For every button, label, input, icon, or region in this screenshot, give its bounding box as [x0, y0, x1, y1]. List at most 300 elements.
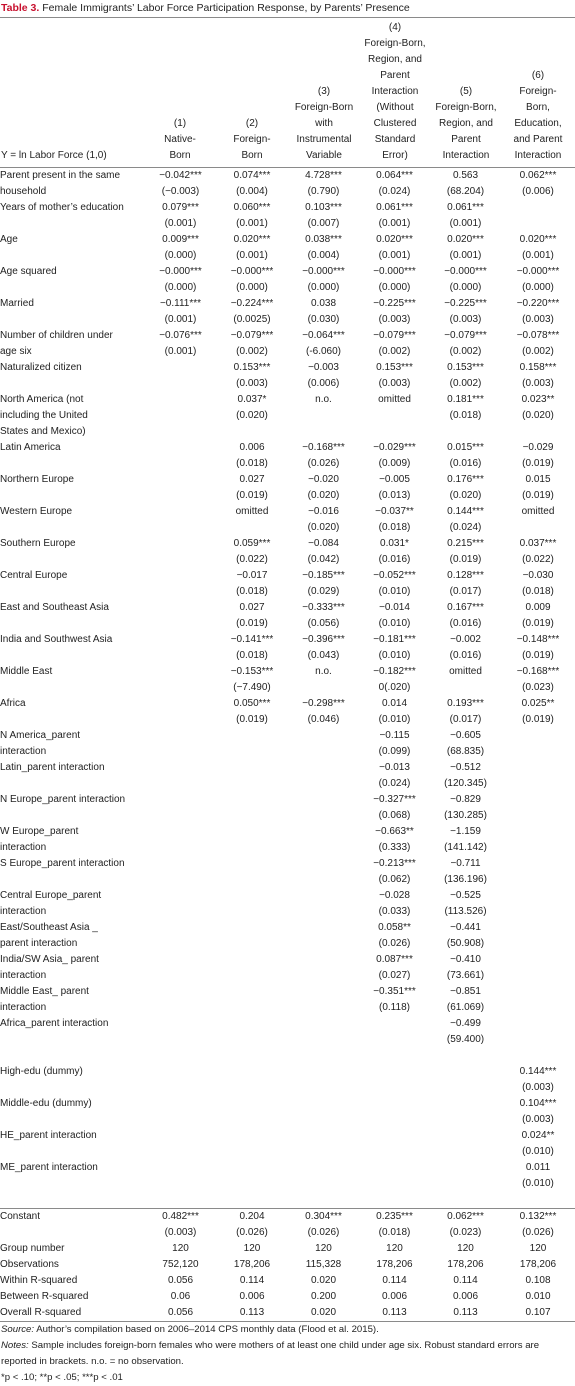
- row-label: [0, 584, 145, 600]
- cell-col-6: (0.019): [522, 458, 554, 469]
- cell-col-3: [288, 424, 359, 440]
- notes-note: [1, 1338, 574, 1370]
- cell-col-1: [145, 456, 216, 472]
- row-label: [0, 248, 145, 264]
- cell-col-2: 0.114: [239, 1275, 265, 1286]
- row-label: Group number: [0, 1243, 65, 1254]
- cell-col-2: (0.0025): [233, 314, 271, 325]
- cell-col-6: 0.009: [525, 602, 551, 613]
- cell-col-2: [216, 904, 288, 920]
- table-number: Table 3.: [1, 2, 40, 14]
- cell-col-6: 0.158***: [519, 362, 557, 373]
- cell-col-5: [430, 1176, 501, 1192]
- cell-col-6: [501, 808, 575, 824]
- row-label: interaction: [0, 970, 47, 981]
- cell-col-1: 0.482***: [145, 1209, 216, 1226]
- cell-col-2: [216, 1032, 288, 1048]
- cell-col-2: (0.019): [236, 714, 268, 725]
- row-label: [0, 616, 145, 632]
- row-label: Western Europe: [0, 506, 73, 517]
- cell-col-3: 0.200: [310, 1291, 337, 1302]
- cell-col-4: (0.068): [378, 810, 411, 821]
- cell-col-5: (136.196): [444, 874, 487, 885]
- cell-col-5: (0.003): [449, 314, 482, 325]
- table-row: [0, 1176, 575, 1192]
- cell-col-2: (0.018): [236, 650, 268, 661]
- cell-col-5: −0.079***: [444, 330, 487, 341]
- cell-col-4: (0.013): [378, 490, 411, 501]
- row-label: Constant: [0, 1209, 145, 1226]
- cell-col-6: 178,206: [519, 1259, 557, 1270]
- cell-col-5: [430, 1048, 501, 1064]
- cell-col-2: [216, 1000, 288, 1016]
- table-row: [0, 1048, 575, 1064]
- cell-col-4: (0.010): [378, 650, 411, 661]
- column-header-6: (6) Foreign- Born, Education, and Parent Interaction: [513, 70, 563, 161]
- cell-col-3: −0.020: [308, 474, 339, 485]
- row-label: HE_parent interaction: [0, 1130, 97, 1141]
- cell-col-5: [430, 1096, 501, 1112]
- cell-col-4: (0.010): [378, 618, 411, 629]
- cell-col-5: 0.113: [430, 1305, 501, 1322]
- regression-table: [0, 168, 575, 1322]
- table-row: [0, 184, 575, 200]
- table-row: [0, 1160, 575, 1176]
- cell-col-2: [216, 840, 288, 856]
- cell-col-1: [145, 424, 216, 440]
- significance-note: *p < .10; **p < .05; ***p < .01: [1, 1372, 123, 1383]
- cell-col-6: (0.001): [522, 250, 554, 261]
- cell-col-6: 0.144***: [519, 1066, 557, 1077]
- cell-col-3: [288, 744, 359, 760]
- column-header-5: (5) Foreign-Born, Region, and Parent Interaction: [435, 86, 497, 161]
- cell-col-6: (0.002): [522, 346, 554, 357]
- cell-col-3: [288, 904, 359, 920]
- cell-col-5: 0.006: [452, 1291, 479, 1302]
- cell-col-3: −0.298***: [302, 698, 345, 709]
- cell-col-3: [288, 1112, 359, 1128]
- cell-col-3: [288, 1176, 359, 1192]
- cell-col-2: 0.113: [216, 1305, 288, 1322]
- cell-col-6: (0.023): [522, 682, 554, 693]
- cell-col-1: −0.076***: [159, 330, 202, 341]
- cell-col-3: −0.185***: [302, 570, 345, 581]
- cell-col-1: [145, 552, 216, 568]
- row-label: [0, 1032, 145, 1048]
- cell-col-2: (0.004): [236, 186, 268, 197]
- cell-col-4: −0.351***: [373, 986, 416, 997]
- cell-col-3: 120: [315, 1243, 332, 1254]
- cell-col-1: [145, 584, 216, 600]
- cell-col-6: [501, 952, 575, 968]
- cell-col-4: (0.026): [378, 938, 411, 949]
- row-label: [0, 216, 145, 232]
- cell-col-1: [145, 1064, 216, 1080]
- cell-col-4: 120: [386, 1243, 403, 1254]
- cell-col-3: [288, 840, 359, 856]
- cell-col-3: (0.056): [307, 618, 340, 629]
- cell-col-6: −0.168***: [516, 666, 560, 677]
- cell-col-1: [145, 536, 216, 552]
- cell-col-1: [145, 792, 216, 808]
- cell-col-3: 0.020: [288, 1305, 359, 1322]
- cell-col-2: (0.002): [236, 346, 268, 357]
- table-row: [0, 792, 575, 808]
- cell-col-4: (0.001): [378, 250, 411, 261]
- cell-col-4: (0.333): [378, 842, 411, 853]
- cell-col-6: (0.006): [522, 186, 554, 197]
- cell-col-6: 0.107: [501, 1305, 575, 1322]
- cell-col-6: 0.010: [525, 1291, 551, 1302]
- table-row: [0, 872, 575, 888]
- cell-col-2: (0.018): [236, 586, 268, 597]
- table-row: [0, 808, 575, 824]
- row-label: ME_parent interaction: [0, 1162, 98, 1173]
- cell-col-3: −0.084: [308, 538, 339, 549]
- cell-col-2: −0.153***: [230, 666, 274, 677]
- cell-col-4: 0.113: [359, 1305, 430, 1322]
- table-title: [0, 0, 575, 18]
- table-row: [0, 712, 575, 728]
- cell-col-6: 0.108: [525, 1275, 551, 1286]
- cell-col-4: [359, 408, 430, 424]
- column-header-1: (1) Native- Born: [164, 118, 196, 161]
- table-row: [0, 456, 575, 472]
- cell-col-4: (0.003): [378, 378, 411, 389]
- row-label: [0, 456, 145, 472]
- cell-col-1: [145, 1144, 216, 1160]
- cell-col-2: [216, 1144, 288, 1160]
- cell-col-5: (50.908): [446, 938, 485, 949]
- cell-col-2: [216, 984, 288, 1000]
- table-row: [0, 968, 575, 984]
- cell-col-2: (0.026): [236, 1227, 268, 1238]
- row-label: [0, 520, 145, 536]
- cell-col-5: −0.829: [450, 794, 481, 805]
- cell-col-6: −0.029: [522, 442, 554, 453]
- table-row: [0, 1064, 575, 1080]
- cell-col-2: 0.037*: [237, 394, 267, 405]
- cell-col-3: (0.029): [307, 586, 340, 597]
- cell-col-1: [145, 744, 216, 760]
- table-row: [0, 360, 575, 376]
- cell-col-3: n.o.: [315, 666, 332, 677]
- cell-col-3: [288, 1128, 359, 1144]
- cell-col-4: [359, 1096, 430, 1112]
- cell-col-2: (0.003): [236, 378, 268, 389]
- cell-col-1: [145, 904, 216, 920]
- cell-col-4: 0.014: [381, 698, 408, 709]
- table-row: [0, 664, 575, 680]
- cell-col-2: −0.079***: [230, 330, 274, 341]
- cell-col-5: 0.193***: [447, 698, 484, 709]
- cell-col-3: 0.020: [310, 1275, 337, 1286]
- cell-col-4: 0.064***: [376, 170, 413, 181]
- cell-col-2: [216, 744, 288, 760]
- row-label: W Europe_parent: [0, 826, 79, 837]
- table-body: [0, 168, 575, 1322]
- source-label: Source:: [1, 1324, 35, 1335]
- cell-col-1: [145, 376, 216, 392]
- cell-col-2: (0.018): [236, 458, 268, 469]
- cell-col-5: −0.525: [450, 890, 481, 901]
- cell-col-1: [145, 680, 216, 696]
- table-row: [0, 200, 575, 216]
- table-row: [0, 168, 575, 184]
- cell-col-1: 120: [172, 1243, 189, 1254]
- table-row: [0, 344, 575, 360]
- cell-col-2: [216, 1128, 288, 1144]
- row-label: [0, 1080, 145, 1096]
- table-row: [0, 504, 575, 520]
- cell-col-4: −0.000***: [373, 266, 416, 277]
- table-row: [0, 760, 575, 776]
- cell-col-5: (73.661): [446, 970, 485, 981]
- cell-col-5: 178,206: [447, 1259, 484, 1270]
- row-label: Years of mother’s education: [0, 202, 124, 213]
- cell-col-1: [145, 696, 216, 712]
- cell-col-3: [288, 968, 359, 984]
- cell-col-4: [359, 1048, 430, 1064]
- cell-col-5: 0.062***: [430, 1209, 501, 1226]
- cell-col-4: −0.028: [379, 890, 410, 901]
- cell-col-1: [145, 776, 216, 792]
- row-label: Overall R-squared: [0, 1305, 145, 1322]
- cell-col-4: 178,206: [376, 1259, 413, 1270]
- cell-col-2: 178,206: [233, 1259, 271, 1270]
- cell-col-5: −0.499: [450, 1018, 481, 1029]
- row-label: [0, 808, 145, 824]
- cell-col-1: [145, 808, 216, 824]
- cell-col-2: (0.000): [236, 282, 268, 293]
- cell-col-5: −0.000***: [444, 266, 487, 277]
- cell-col-1: [145, 984, 216, 1000]
- row-label: Latin America: [0, 442, 61, 453]
- table-row: [0, 936, 575, 952]
- cell-col-4: −0.663**: [375, 826, 414, 837]
- cell-col-4: (0.009): [378, 458, 411, 469]
- table-row: [0, 392, 575, 408]
- cell-col-6: [501, 520, 575, 536]
- cell-col-4: (0.018): [378, 1227, 411, 1238]
- cell-col-1: [145, 920, 216, 936]
- table-row: [0, 1273, 575, 1289]
- row-label: Central Europe: [0, 570, 68, 581]
- cell-col-4: −0.052***: [373, 570, 416, 581]
- cell-col-3: −0.016: [308, 506, 339, 517]
- cell-col-3: [288, 760, 359, 776]
- cell-col-3: −0.003: [308, 362, 339, 373]
- row-label: Middle-edu (dummy): [0, 1098, 92, 1109]
- table-row: [0, 1016, 575, 1032]
- table-caption: Female Immigrants’ Labor Force Participation Response, by Parents’ Presence: [39, 2, 410, 14]
- cell-col-2: 0.020***: [233, 234, 271, 245]
- cell-col-3: [288, 1080, 359, 1096]
- cell-col-4: −0.225***: [373, 298, 416, 309]
- row-label: parent interaction: [0, 938, 78, 949]
- cell-col-3: [288, 728, 359, 744]
- cell-col-5: 0.114: [453, 1275, 478, 1286]
- table-row: [0, 520, 575, 536]
- cell-col-6: [501, 872, 575, 888]
- table-row: [0, 248, 575, 264]
- cell-col-5: (0.002): [449, 378, 482, 389]
- cell-col-4: −0.029***: [373, 442, 416, 453]
- cell-col-2: [216, 856, 288, 872]
- row-label: S Europe_parent interaction: [0, 858, 125, 869]
- cell-col-4: (0.027): [378, 970, 411, 981]
- cell-col-6: (0.022): [522, 554, 554, 565]
- cell-col-4: (0.062): [378, 874, 411, 885]
- table-row: [0, 232, 575, 248]
- cell-col-6: 0.020***: [519, 234, 557, 245]
- cell-col-3: −0.064***: [302, 330, 345, 341]
- cell-col-1: −0.042***: [159, 170, 202, 181]
- row-label: India/SW Asia_ parent: [0, 954, 99, 965]
- row-label: States and Mexico): [0, 426, 86, 437]
- cell-col-3: [288, 1144, 359, 1160]
- cell-col-5: (0.020): [449, 490, 482, 501]
- cell-col-3: (0.030): [307, 314, 340, 325]
- cell-col-2: 0.027: [239, 474, 265, 485]
- cell-col-1: [145, 1032, 216, 1048]
- cell-col-4: (0.118): [379, 1002, 410, 1013]
- cell-col-6: [501, 984, 575, 1000]
- cell-col-1: 0.079***: [162, 202, 199, 213]
- row-label: [0, 280, 145, 296]
- cell-col-6: [501, 1048, 575, 1064]
- cell-col-4: 0.087***: [376, 954, 413, 965]
- cell-col-4: [359, 1144, 430, 1160]
- cell-col-5: 0.167***: [447, 602, 484, 613]
- notes-text: Sample includes foreign-born females who were mothers of at least one child under age six. Robust standard errors are reported in brackets. n.o. = no observation.: [1, 1340, 540, 1367]
- cell-col-6: (0.010): [522, 1178, 554, 1189]
- cell-col-3: [288, 808, 359, 824]
- cell-col-6: −0.000***: [516, 266, 560, 277]
- row-label: [0, 1225, 145, 1241]
- cell-col-1: [145, 408, 216, 424]
- cell-col-3: [288, 888, 359, 904]
- cell-col-6: −0.078***: [516, 330, 560, 341]
- cell-col-4: (0.018): [378, 522, 411, 533]
- cell-col-6: (0.018): [522, 586, 554, 597]
- cell-col-6: [501, 760, 575, 776]
- cell-col-4: [359, 1176, 430, 1192]
- cell-col-3: n.o.: [315, 394, 332, 405]
- cell-col-2: 0.006: [239, 442, 265, 453]
- row-label: Within R-squared: [0, 1275, 78, 1286]
- cell-col-4: omitted: [378, 394, 411, 405]
- cell-col-6: (0.020): [522, 410, 554, 421]
- cell-col-6: 0.037***: [519, 538, 557, 549]
- cell-col-3: [288, 680, 359, 696]
- row-label: India and Southwest Asia: [0, 634, 113, 645]
- row-label: age six: [0, 346, 32, 357]
- cell-col-5: −0.851: [450, 986, 481, 997]
- cell-col-5: 120: [457, 1243, 474, 1254]
- cell-col-4: 0.020***: [376, 234, 413, 245]
- row-label: including the United: [0, 410, 88, 421]
- cell-col-3: 0.304***: [288, 1209, 359, 1226]
- cell-col-1: [145, 392, 216, 408]
- cell-col-3: [288, 1096, 359, 1112]
- row-label: [0, 1176, 145, 1192]
- cell-col-4: [359, 1192, 430, 1209]
- cell-col-6: [501, 200, 575, 216]
- table-row: [0, 1241, 575, 1257]
- cell-col-1: [145, 616, 216, 632]
- cell-col-4: 0.058**: [378, 922, 411, 933]
- cell-col-3: [288, 872, 359, 888]
- cell-col-6: 0.132***: [501, 1209, 575, 1226]
- table-row: [0, 1128, 575, 1144]
- cell-col-2: 0.006: [239, 1291, 265, 1302]
- cell-col-4: [359, 424, 430, 440]
- cell-col-1: 0.009***: [162, 234, 199, 245]
- cell-col-5: (0.000): [449, 282, 482, 293]
- cell-col-5: −0.512: [450, 762, 481, 773]
- row-label: High-edu (dummy): [0, 1066, 83, 1077]
- cell-col-6: −0.220***: [516, 298, 560, 309]
- cell-col-5: (0.016): [449, 650, 482, 661]
- cell-col-3: [288, 408, 359, 424]
- row-label: Middle East: [0, 666, 53, 677]
- cell-col-1: [145, 952, 216, 968]
- row-label: North America (not: [0, 394, 84, 405]
- cell-col-2: [216, 1016, 288, 1032]
- cell-col-2: [216, 936, 288, 952]
- cell-col-6: [501, 1192, 575, 1209]
- cell-col-4: 0.031*: [380, 538, 409, 549]
- cell-col-6: [501, 920, 575, 936]
- cell-col-1: (−0.003): [161, 186, 200, 197]
- table-row: [0, 840, 575, 856]
- cell-col-3: 0.103***: [305, 202, 342, 213]
- cell-col-4: −0.013: [379, 762, 410, 773]
- cell-col-3: [288, 1064, 359, 1080]
- cell-col-1: [145, 520, 216, 536]
- cell-col-5: 0.563: [452, 170, 479, 181]
- cell-col-3: [288, 824, 359, 840]
- cell-col-4: (0.003): [378, 314, 411, 325]
- cell-col-4: −0.037**: [375, 506, 414, 517]
- table-row: [0, 728, 575, 744]
- table-row: [0, 1080, 575, 1096]
- cell-col-6: 0.023**: [521, 394, 555, 405]
- cell-col-6: omitted: [521, 506, 555, 517]
- cell-col-3: [288, 856, 359, 872]
- cell-col-4: −0.181***: [373, 634, 416, 645]
- cell-col-6: [501, 792, 575, 808]
- cell-col-3: [288, 792, 359, 808]
- cell-col-5: (68.835): [446, 746, 485, 757]
- cell-col-6: (0.000): [522, 282, 554, 293]
- table-row: [0, 1289, 575, 1305]
- cell-col-5: 0.128***: [447, 570, 484, 581]
- cell-col-3: (0.026): [307, 1227, 340, 1238]
- cell-col-6: −0.030: [522, 570, 554, 581]
- cell-col-5: (0.018): [449, 410, 482, 421]
- y-variable-label: Y = ln Labor Force (1,0): [1, 150, 107, 161]
- cell-col-3: [288, 952, 359, 968]
- cell-col-5: [430, 1112, 501, 1128]
- row-label: [0, 776, 145, 792]
- cell-col-4: (0.001): [378, 218, 411, 229]
- table-row: [0, 1112, 575, 1128]
- row-label: Latin_parent interaction: [0, 762, 105, 773]
- cell-col-1: [145, 712, 216, 728]
- table-row: [0, 776, 575, 792]
